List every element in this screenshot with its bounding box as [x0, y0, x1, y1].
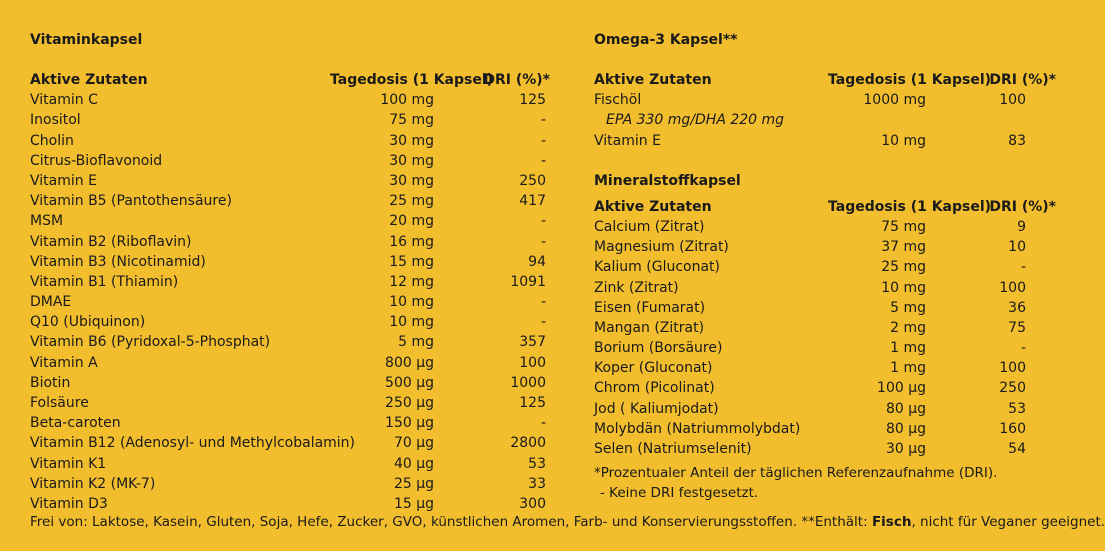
ingredient-name: Calcium (Zitrat) [594, 218, 705, 235]
ingredient-dose: 20 mg [389, 213, 434, 230]
ingredient-dose: 100 mg [380, 92, 434, 109]
table-row [30, 191, 550, 211]
table-row [30, 90, 550, 110]
ingredient-dose: 1 mg [890, 340, 926, 357]
ingredient-dri: 54 [1008, 441, 1026, 457]
ingredient-name: Vitamin B12 (Adenosyl- und Methylcobalamin) [30, 435, 356, 452]
ingredient-dose: 15 µg [393, 495, 434, 512]
table-row [594, 419, 1056, 439]
table-row [30, 131, 550, 151]
ingredient-name: Jod ( Kaliumjodat) [594, 400, 719, 417]
table-row [30, 393, 550, 413]
ingredient-name: Eisen (Fumarat) [594, 299, 706, 316]
table-row [594, 237, 1056, 257]
ingredient-dri: - [540, 233, 546, 250]
ingredient-dose: 70 µg [393, 435, 434, 452]
ingredient-name: Vitamin B6 (Pyridoxal-5-Phosphat) [30, 334, 271, 351]
table-row [594, 278, 1056, 298]
ingredient-dose: 100 µg [877, 380, 926, 397]
ingredient-name: DMAE [30, 294, 72, 311]
omega-header-row [594, 70, 1056, 90]
ingredient-name: Vitamin K1 [30, 455, 107, 472]
ingredient-dose: 1000 mg [863, 92, 926, 109]
table-row [30, 353, 550, 373]
header-dri: DRI (%)* [989, 198, 1056, 215]
ingredient-dose: 40 µg [393, 455, 434, 472]
ingredient-dri: 250 [999, 380, 1026, 397]
ingredient-dri: 100 [999, 92, 1026, 109]
ingredient-dri: 10 [1008, 239, 1026, 256]
vegan-note: , nicht für Veganer geeignet. [911, 514, 1105, 530]
header-ingredient: Aktive Zutaten [30, 72, 148, 88]
ingredient-name: Vitamin B5 (Pantothensäure) [30, 193, 232, 210]
ingredient-name: Zink (Zitrat) [594, 279, 679, 296]
table-row [30, 474, 550, 494]
ingredient-dri: - [1020, 340, 1026, 357]
ingredient-dri: - [540, 415, 546, 432]
ingredient-dri: - [540, 112, 546, 129]
table-row [594, 131, 1056, 151]
header-ingredient: Aktive Zutaten [594, 198, 712, 215]
table-row [30, 232, 550, 252]
table-row [594, 110, 1056, 130]
table-row [30, 373, 550, 393]
table-row [30, 272, 550, 292]
ingredient-dri: 160 [999, 420, 1026, 437]
ingredient-dose: 5 mg [398, 334, 434, 351]
ingredient-name: Vitamin B3 (Nicotinamid) [30, 253, 206, 270]
table-row [594, 298, 1056, 318]
ingredient-dose: 25 mg [881, 259, 926, 276]
ingredient-dose: 16 mg [389, 233, 434, 250]
ingredient-dri: 125 [519, 92, 546, 109]
header-dose: Tagedosis (1 Kapsel) [828, 72, 992, 88]
header-dri: DRI (%)* [989, 72, 1056, 88]
mineral-title: Mineralstoffkapsel [594, 172, 741, 189]
ingredient-name: Magnesium (Zitrat) [594, 239, 729, 256]
ingredient-dose: 5 mg [890, 299, 926, 316]
ingredient-dri: 94 [528, 253, 546, 270]
ingredient-name: Molybdän (Natriummolybdat) [594, 420, 801, 437]
vitamin-panel [30, 30, 550, 514]
dri-footnote: *Prozentualer Anteil der täglichen Referenzaufnahme (DRI). [594, 465, 998, 481]
ingredient-dose: 75 mg [389, 112, 434, 129]
ingredient-dri: 100 [519, 354, 546, 371]
header-ingredient: Aktive Zutaten [594, 72, 712, 88]
ingredient-dose: 2 mg [890, 319, 926, 336]
table-row [30, 433, 550, 453]
ingredient-name: Vitamin E [30, 172, 97, 189]
ingredient-dri: - [540, 132, 546, 149]
ingredient-dri: - [540, 152, 546, 169]
ingredient-dri: 300 [519, 495, 546, 512]
ingredient-name: Vitamin E [594, 132, 661, 149]
mineral-header-row [594, 197, 1056, 217]
ingredient-dose: 10 mg [389, 294, 434, 311]
ingredient-dri: 1000 [510, 374, 546, 391]
ingredient-name: MSM [30, 213, 64, 230]
ingredient-name: Chrom (Picolinat) [594, 380, 715, 397]
ingredient-dri: 2800 [510, 435, 546, 452]
ingredient-dose: 25 µg [393, 475, 434, 492]
ingredient-dri: - [540, 213, 546, 230]
table-row [30, 312, 550, 332]
table-row [30, 211, 550, 231]
footer-note [30, 514, 1105, 530]
ingredient-name: Koper (Gluconat) [594, 360, 713, 377]
ingredient-dri: - [540, 314, 546, 331]
ingredient-name: Vitamin B1 (Thiamin) [30, 273, 179, 290]
header-dose: Tagedosis (1 Kapsel) [828, 198, 992, 215]
footnotes [594, 463, 997, 503]
ingredient-dri: 53 [528, 455, 546, 472]
ingredient-dri: 9 [1017, 218, 1026, 235]
table-row [30, 494, 550, 514]
omega-title: Omega-3 Kapsel** [594, 32, 738, 48]
ingredient-name: Vitamin K2 (MK-7) [30, 475, 156, 492]
ingredient-dri: 1091 [510, 273, 546, 290]
ingredient-dri: - [540, 294, 546, 311]
table-row [594, 217, 1056, 237]
table-row [30, 413, 550, 433]
table-row [594, 257, 1056, 277]
ingredient-dose: 30 mg [389, 152, 434, 169]
omega-panel [594, 30, 1056, 459]
ingredient-dose: 80 µg [885, 420, 926, 437]
ingredient-dri: - [1020, 259, 1026, 276]
ingredient-subnote: EPA 330 mg/DHA 220 mg [606, 112, 785, 129]
ingredient-name: Fischöl [594, 92, 642, 109]
table-row [30, 292, 550, 312]
ingredient-dose: 150 µg [385, 415, 434, 432]
ingredient-name: Kalium (Gluconat) [594, 259, 720, 276]
header-dose: Tagedosis (1 Kapsel) [330, 72, 494, 88]
vitamin-title: Vitaminkapsel [30, 32, 143, 48]
ingredient-dose: 10 mg [881, 132, 926, 149]
ingredient-dri: 417 [519, 193, 546, 210]
table-row [594, 399, 1056, 419]
table-row [30, 110, 550, 130]
ingredient-dose: 500 µg [385, 374, 434, 391]
ingredient-name: Q10 (Ubiquinon) [30, 314, 146, 331]
free-from-text: Frei von: Laktose, Kasein, Gluten, Soja, Hefe, Zucker, GVO, künstlichen Aromen, Farb- und Konservierungsstoffen. **Enthält: [30, 514, 872, 530]
ingredient-dri: 33 [528, 475, 546, 492]
ingredient-name: Beta-caroten [30, 415, 121, 432]
header-dri: DRI (%)* [483, 72, 550, 88]
table-row [594, 378, 1056, 398]
ingredient-name: Biotin [30, 374, 71, 391]
allergen-text: Fisch [871, 514, 912, 530]
ingredient-dose: 25 mg [389, 193, 434, 210]
ingredient-dose: 30 µg [885, 441, 926, 457]
ingredient-name: Mangan (Zitrat) [594, 319, 705, 336]
ingredient-dose: 250 µg [385, 395, 434, 411]
ingredient-dose: 800 µg [385, 354, 434, 371]
ingredient-dose: 15 mg [389, 253, 434, 270]
ingredient-name: Vitamin D3 [30, 495, 108, 512]
ingredient-dose: 75 mg [881, 218, 926, 235]
ingredient-name: Folsäure [30, 395, 89, 411]
ingredient-dose: 10 mg [389, 314, 434, 331]
ingredient-name: Vitamin C [30, 92, 98, 109]
table-row [30, 454, 550, 474]
ingredient-name: Vitamin B2 (Riboflavin) [30, 233, 192, 250]
table-row [594, 90, 1056, 110]
ingredient-dri: 357 [519, 334, 546, 351]
ingredient-dri: 53 [1008, 400, 1026, 417]
ingredient-name: Borium (Borsäure) [594, 340, 723, 357]
ingredient-dri: 125 [519, 395, 546, 411]
ingredient-name: Cholin [30, 132, 74, 149]
ingredient-dose: 80 µg [885, 400, 926, 417]
ingredient-dri: 36 [1008, 299, 1026, 316]
table-row [30, 332, 550, 352]
ingredient-dri: 100 [999, 360, 1026, 377]
ingredient-dri: 75 [1008, 319, 1026, 336]
table-row [594, 358, 1056, 378]
ingredient-dose: 12 mg [389, 273, 434, 290]
vitamin-table-body [30, 90, 550, 514]
table-row [594, 318, 1056, 338]
vitamin-header-row [30, 70, 550, 90]
table-row [30, 151, 550, 171]
ingredient-dri: 250 [519, 172, 546, 189]
table-row [594, 338, 1056, 358]
ingredient-dose: 10 mg [881, 279, 926, 296]
no-dri-footnote: - Keine DRI festgesetzt. [600, 485, 759, 501]
ingredient-dose: 30 mg [389, 172, 434, 189]
table-row [594, 439, 1056, 459]
table-row [30, 171, 550, 191]
mineral-table-body [594, 217, 1056, 459]
ingredient-dri: 83 [1008, 132, 1026, 149]
table-row [30, 252, 550, 272]
ingredient-name: Inositol [30, 112, 81, 129]
ingredient-name: Selen (Natriumselenit) [594, 441, 752, 457]
ingredient-dri: 100 [999, 279, 1026, 296]
ingredient-dose: 30 mg [389, 132, 434, 149]
ingredient-name: Vitamin A [30, 354, 98, 371]
ingredient-dose: 1 mg [890, 360, 926, 377]
ingredient-name: Citrus-Bioflavonoid [30, 152, 163, 169]
ingredient-dose: 37 mg [881, 239, 926, 256]
